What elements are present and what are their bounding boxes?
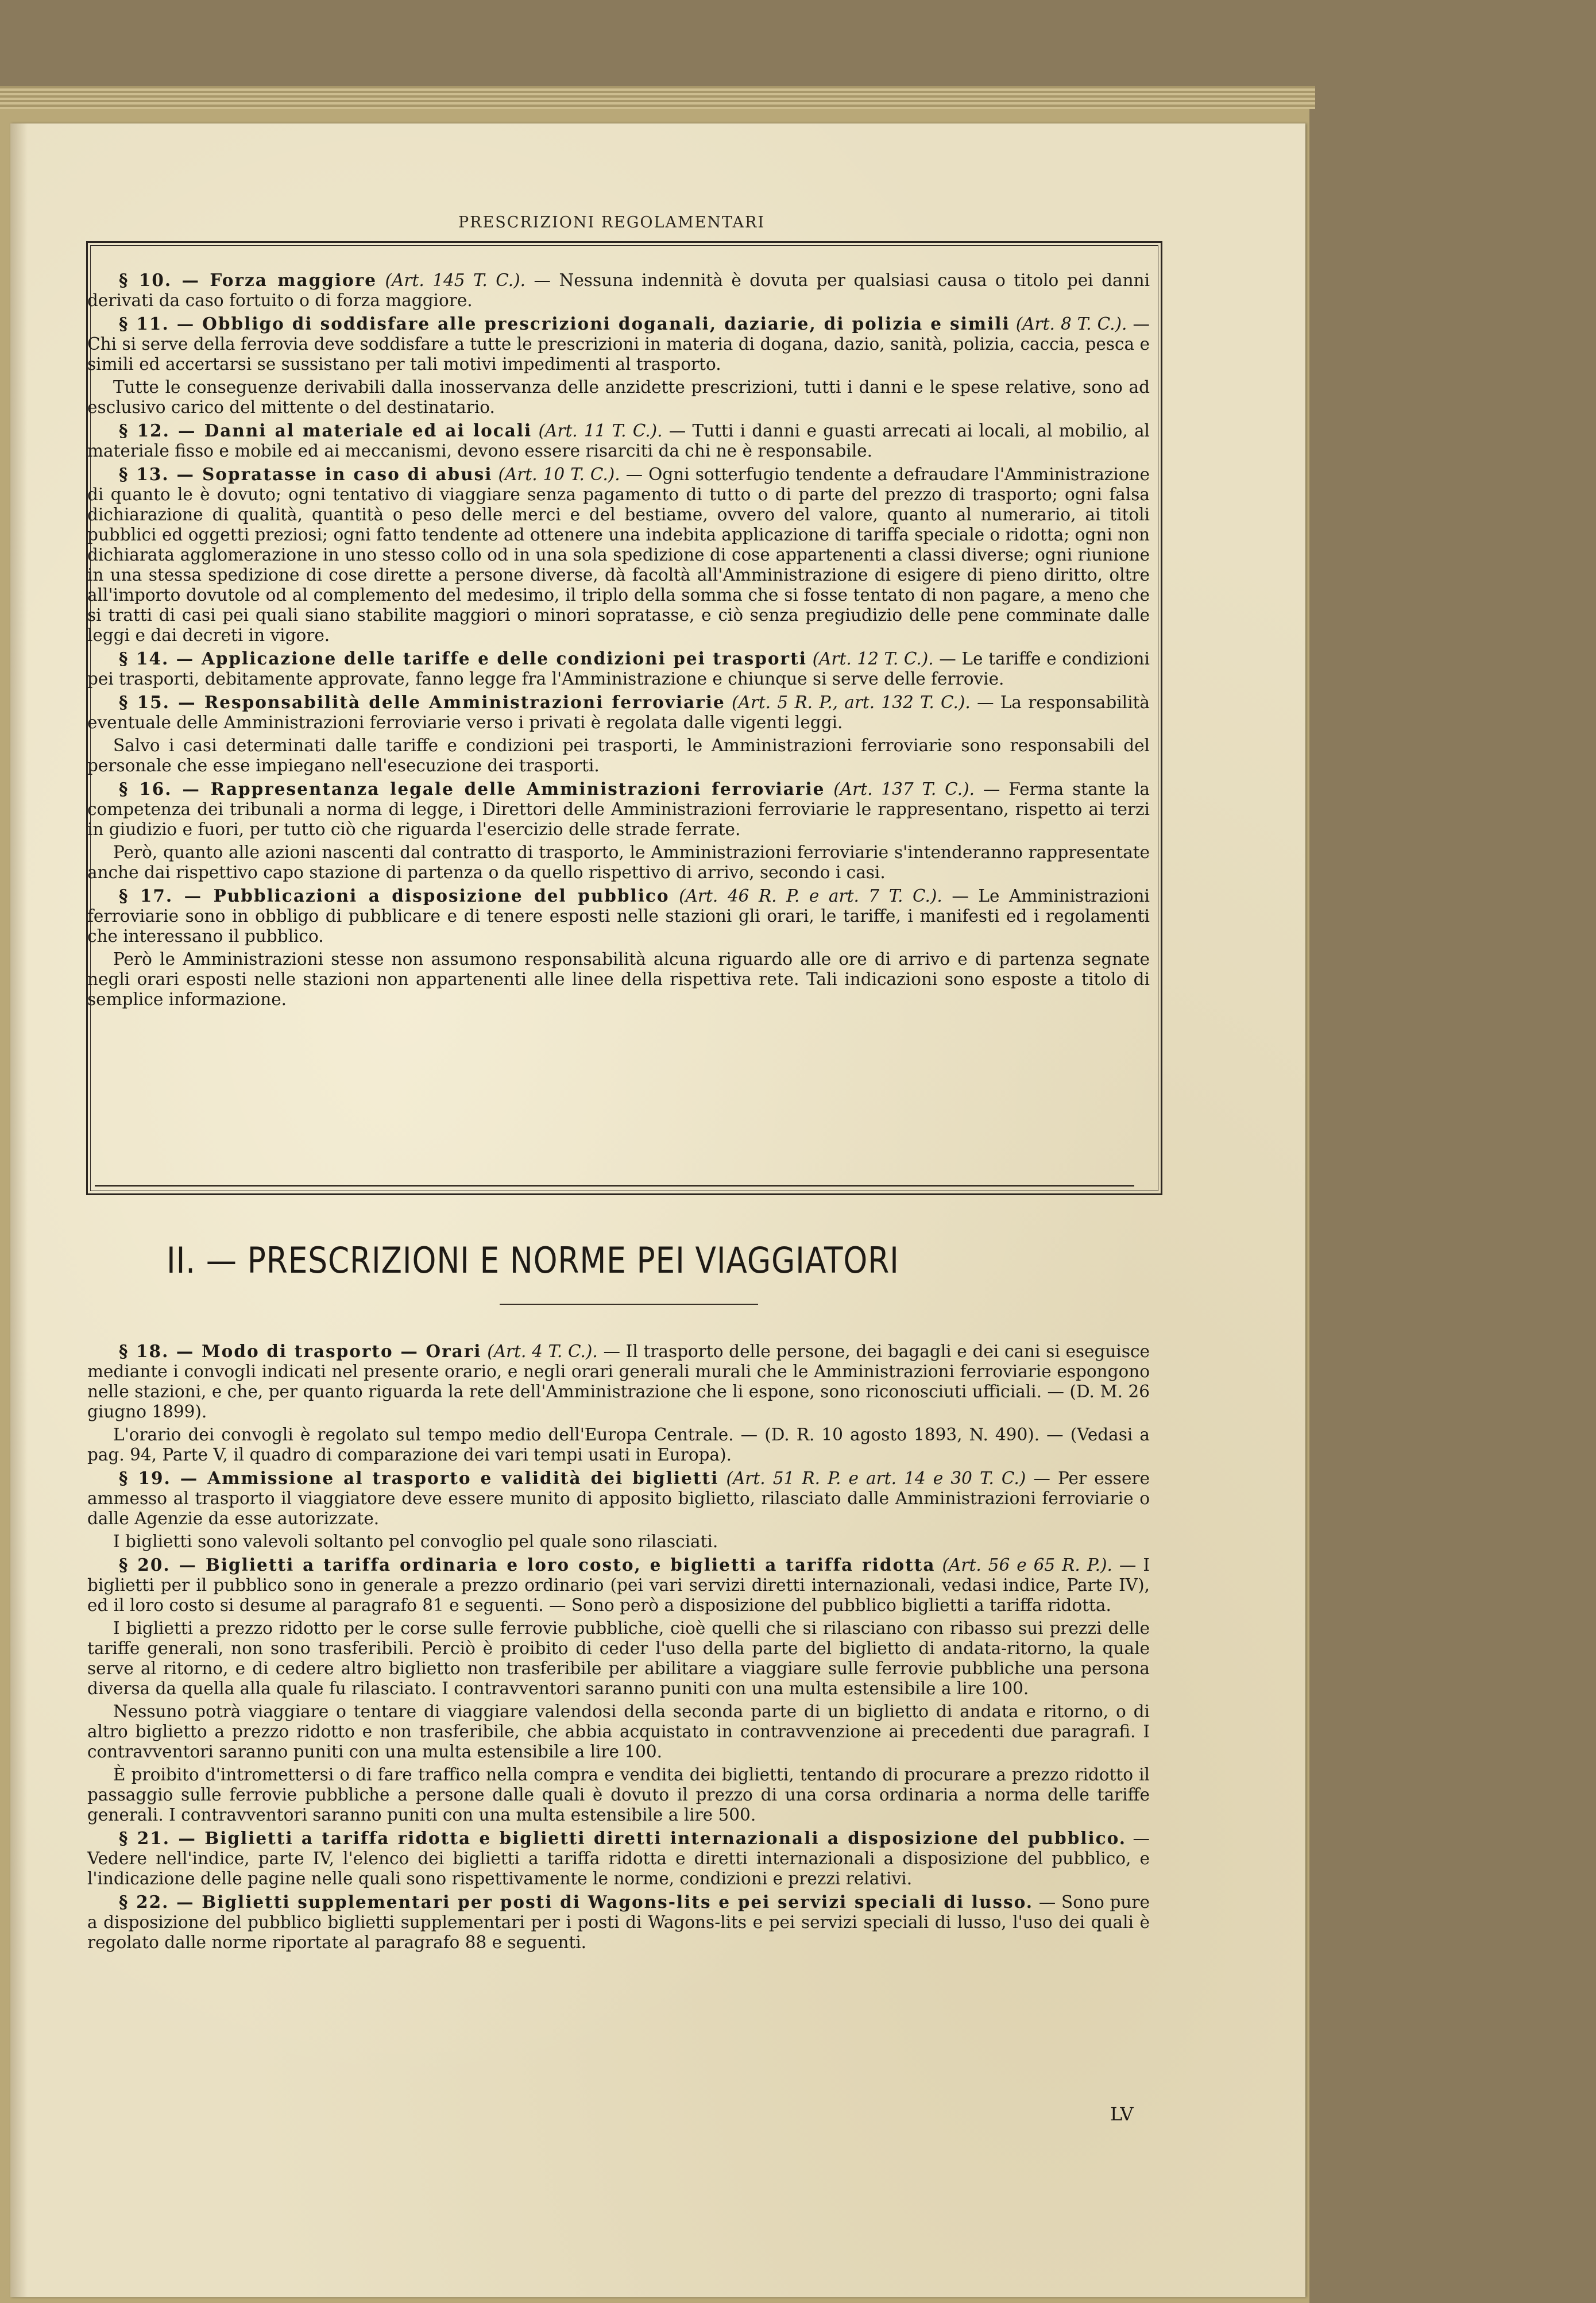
section-paragraph — [87, 314, 1150, 374]
section-text: — Ferma stante la competenza dei tribunali a norma di legge, i Direttori delle Amministrazioni ferroviarie le rappresentano, rispetto ai terzi in giudizio e fuori, per tutto ciò che riguarda l'esercizio delle strade ferrate. — [87, 779, 1150, 839]
section-paragraph — [87, 1765, 1150, 1825]
chapter-sections — [87, 1341, 1150, 1956]
section-heading: § 11. — Obbligo di soddisfare alle prescrizioni doganali, daziarie, di polizia e simili — [119, 314, 1010, 334]
section-text: Però le Amministrazioni stesse non assumono responsabilità alcuna riguardo alle ore di arrivo e di partenza segnate negli orari esposti nelle stazioni non appartenenti alle linee della rispettiva rete. Tali indicazioni sono esposte a titolo di semplice informazione. — [87, 949, 1150, 1009]
section-article-ref: (Art. 56 e 65 R. P.). — [942, 1555, 1112, 1575]
section-text: — Le tariffe e condizioni pei trasporti, debitamente approvate, fanno legge fra l'Amministrazione e chiunque si serve delle ferrovie. — [87, 649, 1150, 689]
section-paragraph — [87, 1468, 1150, 1529]
section-text: — Per essere ammesso al trasporto il viaggiatore deve essere munito di apposito biglietto, rilasciato dalle Amministrazioni ferroviarie o dalle Agenzie da esse autorizzate. — [87, 1469, 1150, 1528]
section-text: — Tutti i danni e guasti arrecati ai locali, al mobilio, al materiale fisso e mobile ed ai meccanismi, devono essere risarciti da chi ne è responsabile. — [87, 421, 1150, 461]
section-paragraph — [87, 949, 1150, 1010]
book-page-edges — [0, 86, 1315, 109]
section-heading: § 20. — Biglietti a tariffa ordinaria e loro costo, e biglietti a tariffa ridotta — [119, 1555, 936, 1575]
section-paragraph — [87, 1425, 1150, 1465]
section-paragraph — [87, 464, 1150, 646]
boxed-sections — [87, 270, 1150, 1013]
section-article-ref: (Art. 4 T. C.). — [487, 1342, 598, 1361]
section-article-ref: (Art. 145 T. C.). — [385, 271, 526, 290]
section-text: — Vedere nell'indice, parte IV, l'elenco dei biglietti a tariffa ridotta e diretti internazionali a disposizione del pubblico, e l'indicazione delle pagine nelle quali sono rispettivamente le norme, condizioni e prezzi relativi. — [87, 1829, 1150, 1888]
section-article-ref: (Art. 51 R. P. e art. 14 e 30 T. C.) — [726, 1469, 1026, 1488]
section-text: È proibito d'intromettersi o di fare traffico nella compra e vendita dei biglietti, tentando di procurare a prezzo ridotto il passaggio sulle ferrovie pubbliche a persone dalle quali è dovuto il prezzo di una corsa ordinaria a norma delle tariffe generali. I contravventori saranno puniti con una multa estensibile a lire 500. — [87, 1765, 1150, 1825]
section-text: — Le Amministrazioni ferroviarie sono in obbligo di pubblicare e di tenere esposti nelle stazioni gli orari, le tariffe, i manifesti ed i regolamenti che interessano il pubblico. — [87, 886, 1150, 946]
section-text: Salvo i casi determinati dalle tariffe e condizioni pei trasporti, le Amministrazioni ferroviarie sono responsabili del personale che esse impiegano nell'esecuzione dei trasporti. — [87, 736, 1150, 775]
section-text: — La responsabilità eventuale delle Amministrazioni ferroviarie verso i privati è regolata dalle vigenti leggi. — [87, 693, 1150, 732]
section-paragraph — [87, 1532, 1150, 1552]
section-text: — Nessuna indennità è dovuta per qualsiasi causa o titolo pei danni derivati da caso fortuito o di forza maggiore. — [87, 271, 1150, 310]
section-article-ref: (Art. 10 T. C.). — [498, 465, 620, 484]
section-paragraph — [87, 1702, 1150, 1762]
section-paragraph — [87, 1555, 1150, 1616]
section-article-ref: (Art. 12 T. C.). — [812, 649, 934, 669]
page-number: LV — [1110, 2103, 1134, 2125]
section-text: — Sono pure a disposizione del pubblico biglietti supplementari per i posti di Wagons-lits e pei servizi speciali di lusso, l'uso dei quali è regolato dalle norme riportate al paragrafo 88 e seguenti. — [87, 1892, 1150, 1952]
section-heading: § 19. — Ammissione al trasporto e validità dei biglietti — [119, 1468, 719, 1488]
section-text: Però, quanto alle azioni nascenti dal contratto di trasporto, le Amministrazioni ferroviarie s'intenderanno rappresentate anche dai rispettivo capo stazione di partenza o da quello rispettivo di arrivo, secondo i casi. — [87, 843, 1150, 882]
section-paragraph — [87, 1341, 1150, 1422]
section-heading: § 22. — Biglietti supplementari per posti di Wagons-lits e pei servizi speciali di lusso. — [119, 1892, 1033, 1912]
chapter-title: II. — PRESCRIZIONI E NORME PEI VIAGGIATORI — [167, 1239, 899, 1281]
page-gutter-shadow — [10, 123, 28, 2297]
section-paragraph — [87, 648, 1150, 689]
section-article-ref: (Art. 137 T. C.). — [833, 779, 975, 799]
chapter-title-rule — [500, 1304, 758, 1305]
section-text: — Il trasporto delle persone, dei bagagli e dei cani si eseguisce mediante i convogli indicati nel presente orario, e negli orari generali murali che le Amministrazioni ferroviarie espongono nelle stazioni, e che, per quanto riguarda la rete dell'Amministrazione che li espone, sono riconosciuti ufficiali. — (D. M. 26 giugno 1899). — [87, 1342, 1150, 1421]
section-paragraph — [87, 420, 1150, 461]
section-paragraph — [87, 779, 1150, 840]
section-paragraph — [87, 692, 1150, 733]
section-article-ref: (Art. 5 R. P., art. 132 T. C.). — [732, 693, 971, 712]
running-head: PRESCRIZIONI REGOLAMENTARI — [458, 214, 765, 231]
section-article-ref: (Art. 46 R. P. e art. 7 T. C.). — [679, 886, 942, 906]
section-text: I biglietti a prezzo ridotto per le corse sulle ferrovie pubbliche, cioè quelli che si rilasciano con ribasso sui prezzi delle tariffe generali, non sono trasferibili. Perciò è proibito di ceder l'uso della parte del biglietto di andata-ritorno, la quale serve al ritorno, e di cedere altro biglietto non trasferibile per abilitare a viaggiare sulle ferrovie pubbliche una persona diversa da quella alla quale fu rilasciato. I contravventori saranno puniti con una multa estensibile a lire 100. — [87, 1618, 1150, 1698]
section-text: — I biglietti per il pubblico sono in generale a prezzo ordinario (pei vari servizi diretti internazionali, vedasi indice, Parte IV), ed il loro costo si desume al paragrafo 81 e seguenti. — Sono però a disposizione del pubblico biglietti a tariffa ridotta. — [87, 1555, 1150, 1615]
section-text: L'orario dei convogli è regolato sul tempo medio dell'Europa Centrale. — (D. R. 10 agosto 1893, N. 490). — (Vedasi a pag. 94, Parte V, il quadro di comparazione dei vari tempi usati in Europa). — [87, 1425, 1150, 1465]
section-paragraph — [87, 1828, 1150, 1889]
section-heading: § 17. — Pubblicazioni a disposizione del pubblico — [119, 886, 670, 906]
section-separator — [95, 1185, 1134, 1187]
section-text: — Chi si serve della ferrovia deve soddisfare a tutte le prescrizioni in materia di dogana, dazio, sanità, polizia, caccia, pesca e simili ed accertarsi se sussistano per tali motivi impedimenti al trasporto. — [87, 314, 1150, 374]
section-heading: § 13. — Sopratasse in caso di abusi — [119, 464, 493, 484]
section-heading: § 10. — Forza maggiore — [119, 270, 377, 290]
section-heading: § 18. — Modo di trasporto — Orari — [119, 1341, 482, 1361]
section-paragraph — [87, 1618, 1150, 1699]
section-text: Nessuno potrà viaggiare o tentare di viaggiare valendosi della seconda parte di un biglietto di andata e ritorno, o di altro biglietto a prezzo ridotto e non trasferibile, che abbia acquistato in contravvenzione ai precedenti due paragrafi. I contravventori saranno puniti con una multa estensibile a lire 100. — [87, 1702, 1150, 1761]
section-text: I biglietti sono valevoli soltanto pel convoglio pel quale sono rilasciati. — [113, 1532, 718, 1551]
section-heading: § 14. — Applicazione delle tariffe e delle condizioni pei trasporti — [119, 648, 807, 669]
section-heading: § 16. — Rappresentanza legale delle Amministrazioni ferroviarie — [119, 779, 825, 799]
section-article-ref: (Art. 11 T. C.). — [538, 421, 663, 440]
section-heading: § 21. — Biglietti a tariffa ridotta e biglietti diretti internazionali a disposizione del pubblico. — [119, 1828, 1127, 1848]
section-text: Tutte le conseguenze derivabili dalla inosservanza delle anzidette prescrizioni, tutti i danni e le spese relative, sono ad esclusivo carico del mittente o del destinatario. — [87, 377, 1150, 417]
section-paragraph — [87, 886, 1150, 946]
section-paragraph — [87, 736, 1150, 776]
section-paragraph — [87, 1892, 1150, 1953]
section-heading: § 12. — Danni al materiale ed ai locali — [119, 420, 532, 440]
section-text: — Ogni sotterfugio tendente a defraudare l'Amministrazione di quanto le è dovuto; ogni tentativo di viaggiare senza pagamento di tutto o di parte del prezzo di trasporto; ogni falsa dichiarazione di qualità, quantità o peso delle merci e del bestiame, ovvero del valore, quanto al numerario, ai titoli pubblici ed oggetti preziosi; ogni fatto tendente ad ottenere una indebita applicazione di tariffa speciale o ridotta; ogni non dichiarata agglomerazione in uno stesso collo od in una sola spedizione di cose appartenenti a classi diverse; ogni riunione in una stessa spedizione di cose dirette a persone diverse, dà facoltà all'Amministrazione di esigere di pieno diritto, oltre all'importo dovutole od al complemento del medesimo, il triplo della somma che si fosse tentato di non pagare, a meno che si tratti di casi pei quali siano stabilite maggiori o minori sopratasse, e ciò senza pregiudizio delle pene comminate dalle leggi e dai decreti in vigore. — [87, 465, 1150, 645]
section-article-ref: (Art. 8 T. C.). — [1015, 314, 1127, 334]
section-paragraph — [87, 270, 1150, 311]
section-heading: § 15. — Responsabilità delle Amministrazioni ferroviarie — [119, 692, 725, 712]
section-paragraph — [87, 377, 1150, 418]
section-paragraph — [87, 843, 1150, 883]
